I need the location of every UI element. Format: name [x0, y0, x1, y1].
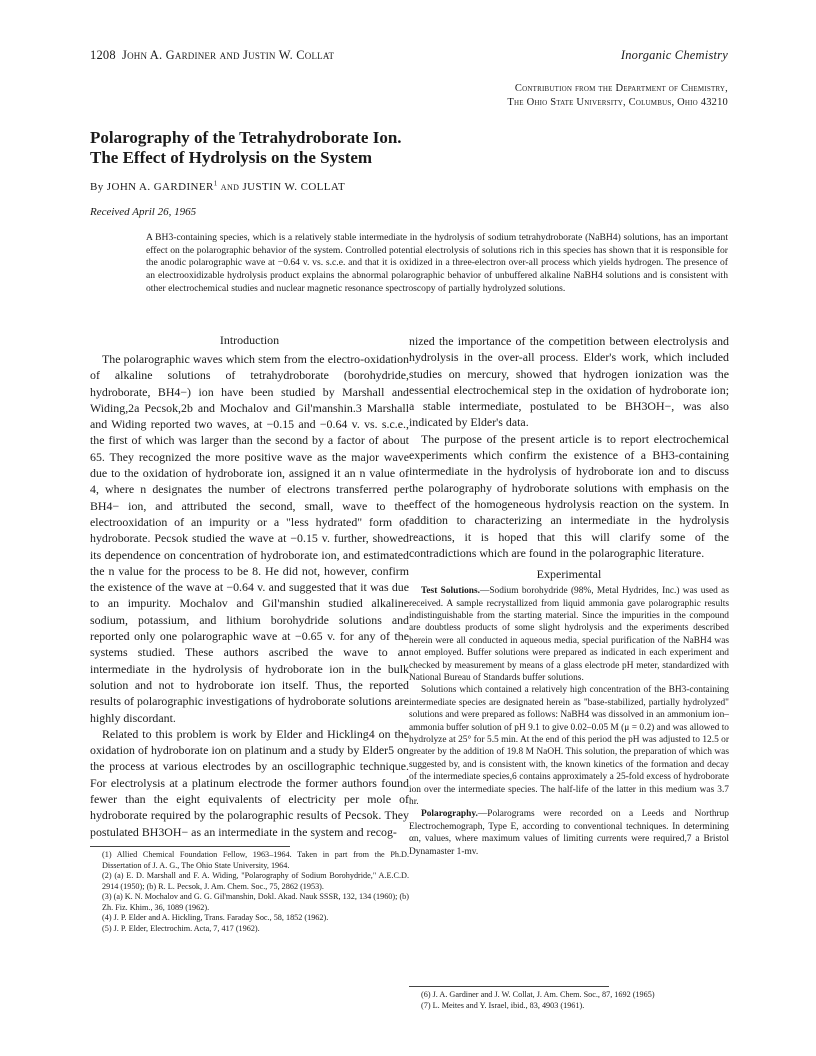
article-title [90, 128, 650, 168]
received-date: Received April 26, 1965 [90, 206, 197, 218]
intro-paragraph-1: The polarographic waves which stem from the electro-oxidation of alkaline solutions of tetrahydroborate (borohydride, hydroborate, BH4−) ion have been studied by Marshall and Widing,2a Pecsok,2b and Mochalov and Gil'manshin.3 Marshall and Widing reported two waves, at −0.15 and −0.64 v. vs. s.c.e., the first of which was larger than the second by a factor of about 65. They recognized the more positive wave as the major wave due to the oxidation of hydroborate ion, assigned it an n value of 4, where n designates the number of electrons transferred per BH4− ion, and attributed the second, small, wave to the electrooxidation of an impurity or a "less hydrated" form of hydroborate. Pecsok studied the wave at −0.15 v. further, showed its dependence on concentration of hydroborate ion, and estimated the n value for the process to be 8. He did not, however, confirm the existence of the wave at −0.64 v. and suggested that it was due to an impurity. Mochalov and Gil'manshin studied alkaline sodium, potassium, and lithium borohydride solutions and reported only one polarographic wave at −0.65 v. for any of the systems studied. These authors ascribed the wave to an intermediate in the hydrolysis of hydroborate ion in the bulk solution and not to hydroborate ion itself. Thus, the reported results of polarographic investigations of hydroborate solutions are highly discordant. [90, 352, 409, 725]
contribution-line-1: Contribution from the Department of Chemistry, [514, 83, 728, 94]
intro-paragraph-3: The purpose of the present article is to report electrochemical experiments which confirm the existence of a BH3-containing intermediate in the hydrolysis of hydroborate ion and to discuss the polarography of hydroborate solutions with emphasis on the effect of the homogeneous hydrolysis reaction on the system. In addition to characterizing an intermediate in the hydrolysis reactions, it is hoped that this will clarify some of the contradictions which are found in the polarographic literature. [409, 431, 729, 560]
intro-paragraph-2-continued: nized the importance of the competition between electrolysis and hydrolysis in the over-all process. Elder's work, which included studies on mercury, showed that hydrogen ionization was the essential electrochemical step in the oxidation of hydroborate ion; a stable intermediate, postulated to be BH3OH−, was also indicated by Elder's data. [409, 334, 729, 430]
footnote-4: (4) J. P. Elder and A. Hickling, Trans. Faraday Soc., 58, 1852 (1962). [102, 913, 329, 923]
author-2: JUSTIN W. COLLAT [242, 181, 346, 193]
contribution-block [507, 82, 728, 110]
footnote-7: (7) L. Meites and Y. Israel, ibid., 83, 4903 (1961). [421, 1000, 585, 1010]
test-solutions-paragraph [409, 585, 729, 684]
footnotes-right [409, 986, 729, 1011]
footnotes-left [90, 850, 409, 935]
solutions-paragraph: Solutions which contained a relatively high concentration of the BH3-containing intermediate species are designated herein as "base-stabilized, partially hydrolyzed" solutions and were prepared as follows: NaBH4 was dissolved in an ammonium ion–ammonia buffer solution of pH 9.1 to give 0.02–0.05 M (μ = 0.2) and was allowed to hydrolyze at 25° for 5.5 min. At the end of this period the pH was adjusted to 12.5 or greater by the addition of 19.8 M NaOH. This solution, the preparation of which was suggested by, and is consistent with, the known kinetics of the formation and decay of the intermediate species,6 contains approximately a 25-fold excess of hydroborate ion over the intermediate species. The half-life of the latter in this medium was 3.7 hr. [409, 685, 729, 808]
abstract: A BH3-containing species, which is a relatively stable intermediate in the hydrolysis of sodium tetrahydroborate (NaBH4) solutions, has an important effect on the polarographic behavior of the system. Controlled potential electrolysis of solutions rich in this species has shown that it is responsible for the anodic polarographic wave at −0.64 v. vs. s.c.e. and that it is oxidized in a three-electron over-all process which yields hydrogen. The presence of an electrooxidizable hydrolysis product explains the abnormal polarographic behavior of unbuffered alkaline NaBH4 solutions and is consistent with other electrochemical studies and nuclear magnetic resonance spectroscopy of partially hydrolyzed solutions. [146, 232, 728, 294]
footnote-2: (2) (a) E. D. Marshall and F. A. Widing, "Polarography of Sodium Borohydride," A.E.C.D. 2914 (1950); (b) R. L. Pecsok, J. Am. Chem. Soc., 75, 2862 (1953). [102, 871, 409, 891]
byline-and: and [220, 181, 240, 193]
author-1-footnote-mark: 1 [213, 179, 218, 188]
introduction-heading: Introduction [219, 333, 280, 347]
polarography-text: —Polarograms were recorded on a Leeds and Northrup Electrochemograph, Type E, according to conventional techniques. In determining αn, values, where maximum values of limiting currents were required,7 a Bristol Dynamaster 1-mv. [409, 809, 729, 857]
journal-name: Inorganic Chemistry [620, 48, 728, 62]
experimental-heading: Experimental [536, 567, 602, 582]
byline [90, 181, 345, 193]
test-solutions-label: Test Solutions. [421, 586, 480, 597]
polarography-label: Polarography. [421, 809, 478, 820]
right-column [409, 333, 729, 858]
author-1: JOHN A. GARDINER [106, 181, 214, 193]
intro-paragraph-2: Related to this problem is work by Elder and Hickling4 on the oxidation of hydroborate ion on platinum and a study by Elder5 on the process at various electrodes by an oscillographic technique. For electrolysis at a platinum electrode the former authors found fewer than the eight equivalents of electricity per mole of hydroborate required by the polarographic results of Pecsok. They postulated BH3OH− as an intermediate in the system and recog- [90, 726, 409, 839]
contribution-line-2: The Ohio State University, Columbus, Ohio 43210 [507, 97, 728, 108]
running-authors: John A. Gardiner and Justin W. Collat [122, 48, 335, 62]
footnote-3: (3) (a) K. N. Mochalov and G. G. Gil'manshin, Dokl. Akad. Nauk SSSR, 132, 134 (1960); (b) Zh. Fiz. Khim., 36, 1089 (1962). [102, 892, 409, 912]
title-line-1: Polarography of the Tetrahydroborate Ion. [90, 128, 402, 147]
footnote-rule-right [409, 986, 609, 987]
byline-prefix: By [90, 181, 104, 193]
footnote-rule-left [90, 846, 290, 847]
footnote-1: (1) Allied Chemical Foundation Fellow, 1963–1964. Taken in part from the Ph.D. Dissertation of J. A. G., The Ohio State University, 1964. [102, 849, 409, 870]
title-line-2: The Effect of Hydrolysis on the System [90, 148, 373, 167]
footnote-6: (6) J. A. Gardiner and J. W. Collat, J. Am. Chem. Soc., 87, 1692 (1965) [421, 990, 655, 999]
footnote-5: (5) J. P. Elder, Electrochim. Acta, 7, 417 (1962). [102, 924, 260, 934]
polarography-paragraph [409, 808, 729, 858]
left-column [90, 333, 409, 935]
page-number: 1208 [90, 48, 116, 62]
test-solutions-text: —Sodium borohydride (98%, Metal Hydrides, Inc.) was used as received. A sample recrystallized from liquid ammonia gave polarographic results indistinguishable from the starting material. Since the impurities in the compound are doubtless products of some slight hydrolysis and the experiments described herein were all conducted in aqueous media, special purification of the NaBH4 was not employed. Buffer solutions were prepared as indicated in each experiment and checked by measurement by means of a glass electrode pH meter, standardized with National Bureau of Standards buffer solutions. [409, 586, 729, 683]
